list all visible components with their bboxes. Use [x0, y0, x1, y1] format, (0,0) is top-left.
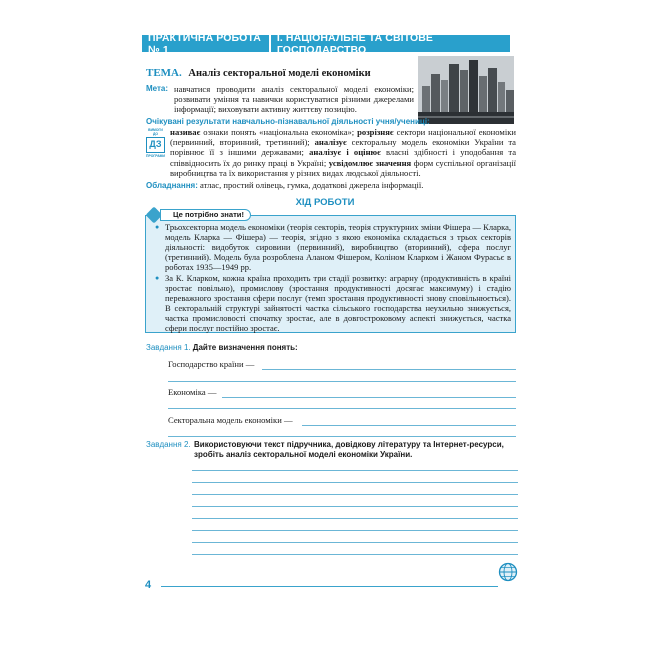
- expected-results-label: Очікувані результати навчально-пізнавальної діяльності учня/учениці:: [146, 117, 430, 126]
- writing-line[interactable]: [192, 482, 518, 483]
- skyline-image: [418, 56, 514, 124]
- info-item: [155, 222, 511, 272]
- goal-text: навчатися проводити аналіз секторальної моделі економіки; розвивати уміння та навички користуватися різними джерелами інформації; виховувати активну життєву позицію.: [174, 84, 414, 114]
- keyword-analyzes-evaluates: аналізує і оцінює: [309, 147, 381, 158]
- writing-line[interactable]: [192, 470, 518, 471]
- definition-term: [168, 415, 293, 425]
- keyword-realizes-importance: усвідомлює значення: [328, 157, 412, 168]
- answer-line[interactable]: [168, 381, 516, 382]
- logo-mark: ДЗ: [146, 137, 165, 153]
- topic-label: ТЕМА.: [146, 67, 182, 79]
- definition-term: [168, 387, 216, 397]
- writing-line[interactable]: [192, 494, 518, 495]
- bullet-icon: ●: [155, 274, 160, 282]
- header-bar: [142, 31, 510, 56]
- goal-block: [146, 84, 414, 114]
- page-number: 4: [145, 579, 152, 591]
- work-label: ПРАКТИЧНА РОБОТА № 1: [148, 31, 261, 56]
- task2-heading: [146, 440, 518, 460]
- procedure-title: ХІД РОБОТИ: [295, 197, 355, 208]
- definition-term-label: Господарство країни —: [168, 359, 255, 369]
- writing-line[interactable]: [192, 518, 518, 519]
- logo-bottom-text: ПРОГРАМИ: [146, 154, 165, 158]
- bullet-icon: ●: [155, 223, 160, 231]
- writing-line[interactable]: [192, 506, 518, 507]
- header-separator: [269, 35, 271, 52]
- keyword-distinguishes: розрізняє: [357, 127, 394, 137]
- definition-term: [168, 359, 254, 369]
- city-skyline-photo: [418, 56, 514, 124]
- expected-text-4: власні здібності і уподобання та співвідносить їх до ринку праці в Україні;: [170, 147, 517, 168]
- expected-results-text: [170, 127, 516, 178]
- topic-title: Аналіз секторальної моделі економіки: [188, 68, 371, 79]
- program-requirements-logo: [146, 128, 165, 156]
- writing-line[interactable]: [192, 554, 518, 555]
- answer-line[interactable]: [262, 369, 516, 370]
- definition-term-label: Економіка —: [168, 387, 217, 397]
- answer-line[interactable]: [302, 425, 516, 426]
- footer-line: [161, 586, 498, 587]
- keyword-names: називає: [170, 127, 201, 137]
- writing-line[interactable]: [192, 542, 518, 543]
- equipment-row: [146, 180, 423, 190]
- info-list: [155, 222, 511, 334]
- task2-title: Використовуючи текст підручника, довідкову літературу та Інтернет-ресурси, зробіть аналіз секторальної моделі економіки України.: [194, 440, 504, 459]
- keyword-analyzes: аналізує: [314, 137, 347, 148]
- task1-label: Завдання 1.: [146, 343, 191, 352]
- answer-line[interactable]: [222, 397, 516, 398]
- expected-text-1: ознаки понять «національна економіка»;: [200, 127, 358, 137]
- expected-text-5: форм суспільної організації виробництва та їх використання у різних видах людської діяльності.: [170, 157, 517, 178]
- expected-text-3: секторальну модель економіки України та порівнює її з іншими державами;: [170, 137, 516, 158]
- task2-label: Завдання 2.: [146, 440, 191, 449]
- info-tab-label: Це потрібно знати!: [160, 209, 251, 221]
- definition-term-label: Секторальна модель економіки —: [168, 415, 293, 425]
- info-item-text: Трьохсекторна модель економіки (теорія секторів, теорія структурних зміни Фішера — Кларка, модель Кларка — Фішера) — теорія, згідно з якою економіка складається з трьох секторів діяльності: видобуток сировини (первинний), виробництво (вторинний), сфера послуг (третинний). Модель була розроблена Аланом Фішером, Коліном Кларком і Жаном Фурасьє в роботах 1935—1949 рр.: [165, 222, 511, 272]
- expected-text-2: сектори національної економіки (первинний, вторинний, третинний);: [170, 127, 516, 148]
- equipment-label: Обладнання:: [146, 181, 198, 190]
- task1-title: Дайте визначення понять:: [192, 343, 298, 352]
- answer-line[interactable]: [168, 436, 516, 437]
- goal-label: Мета:: [146, 84, 169, 93]
- logo-top-text: ВИМОГИ ДО: [148, 128, 163, 136]
- writing-line[interactable]: [192, 530, 518, 531]
- equipment-text: атлас, простий олівець, гумка, додаткові джерела інформації.: [200, 180, 424, 190]
- task1-heading: [146, 342, 298, 352]
- info-item-text: За К. Кларком, кожна країна проходить три стадії розвитку: аграрну (продуктивність в країні зростає повільно), промислову (зростання продуктивності досягає максимуму) і стадію переважного зростання сфери послуг (темп зростання продуктивності знову сповільнюється). В секторальній структурі зайнятості частка сільського господарства неухильно знижується, частка промисловості спочатку зростає, але в довгостроковому аспекті знижується, частка сфери послуг постійно зростає.: [165, 273, 511, 333]
- globe-icon: [498, 562, 518, 582]
- topic-row: [146, 67, 371, 79]
- section-title: I. НАЦІОНАЛЬНЕ ТА СВІТОВЕ ГОСПОДАРСТВО: [276, 31, 433, 56]
- info-item: [155, 273, 511, 333]
- answer-line[interactable]: [168, 408, 516, 409]
